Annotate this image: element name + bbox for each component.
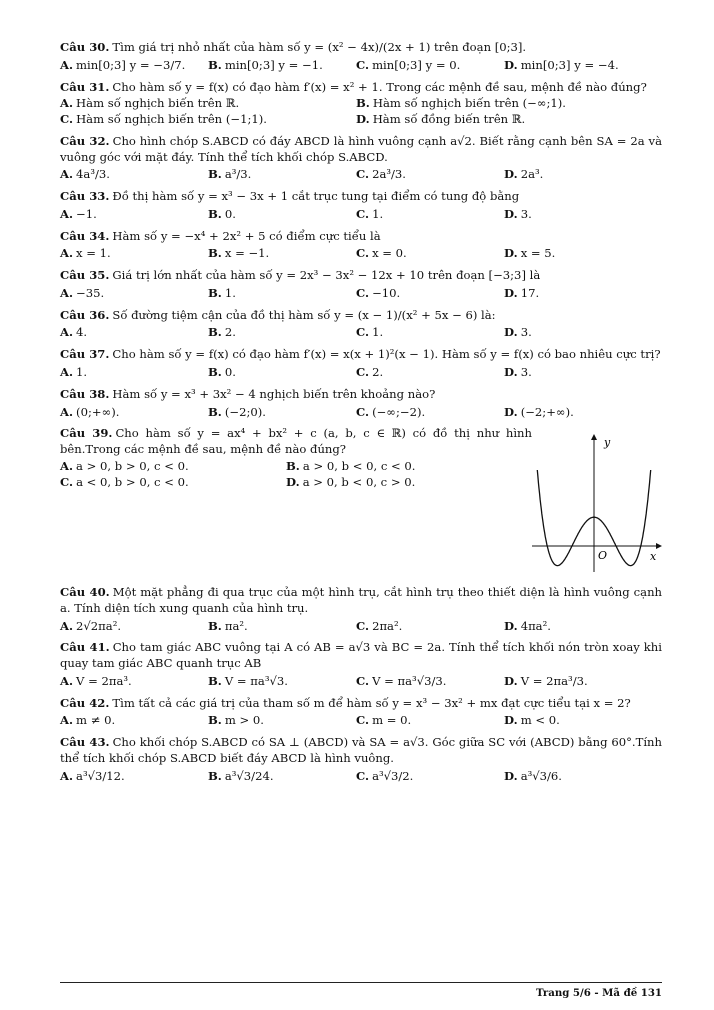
option-label: D.: [504, 285, 518, 300]
question: [60, 40, 662, 74]
option-text: 4πa².: [520, 618, 551, 633]
answer-option: [60, 459, 286, 475]
option-label: C.: [60, 474, 74, 489]
answer-option: [356, 769, 504, 785]
answer-options: [60, 459, 532, 491]
option-label: B.: [208, 167, 222, 182]
option-text: 2.: [372, 365, 384, 380]
answer-option: [208, 325, 356, 341]
answer-option: [60, 713, 208, 729]
question-text: Hàm số y = x³ + 3x² − 4 nghịch biến trên khoảng nào?: [112, 386, 436, 401]
option-label: A.: [60, 673, 74, 688]
option-text: V = 2πa³/3.: [520, 673, 588, 688]
answer-option: [356, 619, 504, 635]
function-graph: [532, 434, 662, 574]
option-text: x = 1.: [76, 246, 111, 261]
option-label: D.: [504, 167, 518, 182]
question-stem: [60, 40, 662, 56]
option-label: B.: [356, 96, 370, 111]
y-axis-arrow: [591, 434, 597, 440]
answer-option: [356, 713, 504, 729]
answer-option: [356, 286, 504, 302]
answer-option: [60, 619, 208, 635]
graph-container: [532, 434, 662, 579]
option-text: 1.: [76, 365, 88, 380]
question-stem: [60, 134, 662, 166]
option-text: 2πa².: [372, 618, 403, 633]
page-footer: Trang 5/6 - Mã đề 131: [60, 982, 662, 1001]
option-label: D.: [356, 112, 370, 127]
option-text: x = 5.: [520, 246, 556, 261]
question-list: [60, 40, 662, 785]
answer-option: [504, 246, 652, 262]
option-text: 0.: [224, 206, 236, 221]
option-label: A.: [60, 365, 74, 380]
answer-option: [286, 459, 512, 475]
question-stem: [60, 585, 662, 617]
option-text: Hàm số nghịch biến trên (−∞;1).: [372, 96, 566, 111]
question: [60, 640, 662, 689]
question-text: Một mặt phẳng đi qua trục của một hình trụ, cắt hình trụ theo thiết diện là hình vuông cạnh a. Tính diện tích xung quanh của hình trụ.: [60, 585, 662, 615]
answer-option: [504, 325, 652, 341]
question-text: Cho hình chóp S.ABCD có đáy ABCD là hình vuông cạnh a√2. Biết rằng cạnh bên SA = 2a và vuông góc với mặt đáy. Tính thể tích khối chóp S.ABCD.: [60, 133, 662, 164]
option-label: C.: [356, 325, 370, 340]
answer-option: [208, 286, 356, 302]
question-stem: [60, 189, 662, 205]
answer-option: [208, 365, 356, 381]
option-text: 1.: [224, 285, 236, 300]
answer-option: [60, 475, 286, 491]
answer-option: [356, 112, 652, 128]
option-label: B.: [208, 713, 222, 728]
option-label: D.: [504, 206, 518, 221]
question-number: Câu 38.: [60, 386, 110, 401]
answer-option: [504, 713, 652, 729]
x-axis-label: x: [650, 550, 657, 564]
question: [60, 585, 662, 634]
question: [60, 268, 662, 302]
option-label: B.: [208, 206, 222, 221]
answer-option: [356, 58, 504, 74]
option-label: B.: [286, 458, 300, 473]
answer-options: [60, 619, 662, 635]
option-label: B.: [208, 673, 222, 688]
option-text: 2.: [224, 325, 236, 340]
answer-option: [504, 365, 652, 381]
option-label: B.: [208, 285, 222, 300]
option-label: C.: [356, 365, 370, 380]
option-label: C.: [356, 57, 370, 72]
answer-option: [356, 325, 504, 341]
question-text: Đồ thị hàm số y = x³ − 3x + 1 cắt trục tung tại điểm có tung độ bằng: [112, 189, 520, 204]
option-text: −1.: [76, 206, 97, 221]
answer-option: [504, 286, 652, 302]
answer-options: [60, 246, 662, 262]
option-text: 3.: [520, 325, 532, 340]
answer-option: [208, 167, 356, 183]
question: [60, 426, 662, 579]
answer-option: [504, 769, 652, 785]
option-text: πa².: [224, 618, 248, 633]
answer-option: [60, 405, 208, 421]
option-label: A.: [60, 167, 74, 182]
answer-option: [504, 207, 652, 223]
question-stem: [60, 268, 662, 284]
answer-option: [60, 167, 208, 183]
question-number: Câu 39.: [60, 426, 113, 441]
option-text: Hàm số đồng biến trên ℝ.: [372, 112, 526, 127]
question-text: Cho hàm số y = f(x) có đạo hàm f′(x) = x(x + 1)²(x − 1). Hàm số y = f(x) có bao nhiêu cực trị?: [112, 347, 661, 362]
answer-options: [60, 674, 662, 690]
question-text: Cho khối chóp S.ABCD có SA ⊥ (ABCD) và SA = a√3. Góc giữa SC với (ABCD) bằng 60°.Tính thể tích khối chóp S.ABCD biết đáy ABCD là hình vuông.: [60, 735, 662, 765]
question-text: Số đường tiệm cận của đồ thị hàm số y = (x − 1)/(x² + 5x − 6) là:: [112, 307, 496, 322]
answer-option: [208, 619, 356, 635]
option-text: m = 0.: [372, 713, 412, 728]
answer-option: [286, 475, 512, 491]
question-number: Câu 36.: [60, 307, 110, 322]
answer-options: [60, 769, 662, 785]
answer-option: [60, 365, 208, 381]
option-label: A.: [60, 57, 74, 72]
option-label: A.: [60, 206, 74, 221]
answer-option: [60, 246, 208, 262]
option-text: Hàm số nghịch biến trên ℝ.: [76, 96, 240, 111]
option-text: 3.: [520, 365, 532, 380]
option-text: a³√3/2.: [372, 768, 414, 783]
option-text: x = −1.: [224, 246, 270, 261]
option-label: D.: [286, 474, 300, 489]
option-text: a³√3/6.: [520, 768, 562, 783]
y-axis-label: y: [604, 436, 611, 450]
option-label: C.: [356, 768, 370, 783]
option-text: 4.: [76, 325, 88, 340]
question-number: Câu 33.: [60, 189, 110, 204]
question-number: Câu 42.: [60, 695, 110, 710]
option-label: A.: [60, 458, 74, 473]
option-text: a³/3.: [224, 167, 252, 182]
option-text: a > 0, b < 0, c < 0.: [302, 458, 416, 473]
question-text: Cho hàm số y = f(x) có đạo hàm f′(x) = x² + 1. Trong các mệnh đề sau, mệnh đề nào đúng?: [112, 79, 647, 94]
answer-option: [356, 96, 652, 112]
answer-options: [60, 58, 662, 74]
question: [60, 189, 662, 223]
option-label: D.: [504, 713, 518, 728]
option-label: A.: [60, 325, 74, 340]
question-number: Câu 34.: [60, 228, 110, 243]
question-stem: [60, 229, 662, 245]
option-text: V = πa³√3/3.: [372, 673, 447, 688]
answer-option: [208, 246, 356, 262]
option-label: B.: [208, 246, 222, 261]
option-text: −10.: [372, 285, 401, 300]
option-label: B.: [208, 404, 222, 419]
answer-option: [356, 405, 504, 421]
question-text: Hàm số y = −x⁴ + 2x² + 5 có điểm cực tiểu là: [112, 228, 381, 243]
option-label: A.: [60, 285, 74, 300]
question-with-graph: [60, 426, 662, 579]
question: [60, 387, 662, 421]
option-text: 17.: [520, 285, 540, 300]
answer-options: [60, 167, 662, 183]
question-number: Câu 37.: [60, 347, 110, 362]
option-label: A.: [60, 618, 74, 633]
x-axis-arrow: [656, 543, 662, 549]
answer-option: [356, 207, 504, 223]
option-label: B.: [208, 365, 222, 380]
question-stem: [60, 308, 662, 324]
question-stem: [60, 387, 662, 403]
option-text: x = 0.: [372, 246, 407, 261]
option-text: 2a³/3.: [372, 167, 406, 182]
option-text: m ≠ 0.: [76, 713, 116, 728]
question-stem: [60, 640, 662, 672]
question-text: Tìm tất cả các giá trị của tham số m để hàm số y = x³ − 3x² + mx đạt cực tiểu tại x = 2?: [112, 695, 631, 710]
answer-option: [60, 325, 208, 341]
question-number: Câu 41.: [60, 640, 110, 655]
answer-option: [504, 405, 652, 421]
question-stem: [60, 735, 662, 767]
answer-option: [356, 246, 504, 262]
option-label: C.: [356, 404, 370, 419]
question-number: Câu 30.: [60, 40, 110, 54]
option-text: a > 0, b < 0, c > 0.: [302, 474, 416, 489]
option-label: A.: [60, 713, 74, 728]
option-text: 2a³.: [520, 167, 544, 182]
option-text: V = πa³√3.: [224, 673, 288, 688]
answer-option: [208, 674, 356, 690]
option-text: (−2;0).: [224, 404, 266, 419]
option-label: D.: [504, 673, 518, 688]
option-text: 2√2πa².: [76, 618, 122, 633]
option-text: a > 0, b > 0, c < 0.: [76, 458, 189, 473]
question-body: [60, 426, 532, 579]
option-label: C.: [356, 673, 370, 688]
option-label: D.: [504, 618, 518, 633]
option-text: 0.: [224, 365, 236, 380]
answer-option: [60, 674, 208, 690]
option-label: D.: [504, 404, 518, 419]
answer-options: [60, 96, 662, 128]
option-label: A.: [60, 246, 74, 261]
answer-option: [208, 58, 356, 74]
answer-option: [60, 769, 208, 785]
origin-label: O: [598, 549, 608, 563]
question-stem: [60, 347, 662, 363]
option-text: Hàm số nghịch biến trên (−1;1).: [76, 112, 267, 127]
option-label: A.: [60, 96, 74, 111]
option-text: min[0;3] y = −4.: [520, 57, 619, 72]
question-number: Câu 31.: [60, 79, 110, 94]
question: [60, 696, 662, 730]
option-text: a³√3/12.: [76, 768, 125, 783]
option-text: m > 0.: [224, 713, 264, 728]
answer-option: [208, 207, 356, 223]
option-text: −35.: [76, 285, 105, 300]
question: [60, 735, 662, 784]
answer-option: [356, 674, 504, 690]
answer-option: [60, 286, 208, 302]
answer-options: [60, 325, 662, 341]
question-stem: [60, 80, 662, 96]
option-text: (−2;+∞).: [520, 404, 574, 419]
question-text: Cho tam giác ABC vuông tại A có AB = a√3 và BC = 2a. Tính thể tích khối nón tròn xoay khi quay tam giác ABC quanh trục AB: [60, 640, 662, 671]
option-text: min[0;3] y = 0.: [372, 57, 461, 72]
answer-option: [504, 619, 652, 635]
question-text: Cho hàm số y = ax⁴ + bx² + c (a, b, c ∈ ℝ) có đồ thị như hình bên.Trong các mệnh đề sau, mệnh đề nào đúng?: [60, 426, 532, 457]
option-label: B.: [208, 325, 222, 340]
answer-option: [60, 207, 208, 223]
option-text: (0;+∞).: [76, 404, 120, 419]
question: [60, 134, 662, 183]
option-label: B.: [208, 768, 222, 783]
answer-options: [60, 286, 662, 302]
option-label: C.: [60, 112, 74, 127]
question-stem: [60, 426, 532, 458]
question-number: Câu 35.: [60, 268, 110, 283]
answer-option: [208, 713, 356, 729]
answer-option: [504, 58, 652, 74]
option-text: V = 2πa³.: [76, 673, 132, 688]
question: [60, 347, 662, 381]
option-label: C.: [356, 167, 370, 182]
question: [60, 308, 662, 342]
option-label: C.: [356, 713, 370, 728]
option-label: B.: [208, 618, 222, 633]
question-text: Tìm giá trị nhỏ nhất của hàm số y = (x² − 4x)/(2x + 1) trên đoạn [0;3].: [112, 40, 527, 54]
answer-option: [356, 167, 504, 183]
option-label: D.: [504, 57, 518, 72]
option-text: min[0;3] y = −1.: [224, 57, 323, 72]
option-text: min[0;3] y = −3/7.: [76, 57, 186, 72]
option-label: C.: [356, 206, 370, 221]
answer-option: [208, 769, 356, 785]
option-text: 1.: [372, 325, 384, 340]
option-label: D.: [504, 365, 518, 380]
answer-option: [60, 112, 356, 128]
option-text: a < 0, b > 0, c < 0.: [76, 474, 189, 489]
option-text: a³√3/24.: [224, 768, 274, 783]
answer-options: [60, 405, 662, 421]
question-text: Giá trị lớn nhất của hàm số y = 2x³ − 3x² − 12x + 10 trên đoạn [−3;3] là: [112, 268, 541, 283]
option-label: D.: [504, 246, 518, 261]
option-text: 1.: [372, 206, 384, 221]
option-label: C.: [356, 618, 370, 633]
answer-options: [60, 365, 662, 381]
option-label: A.: [60, 404, 74, 419]
answer-option: [504, 674, 652, 690]
option-label: C.: [356, 246, 370, 261]
answer-option: [356, 365, 504, 381]
answer-options: [60, 713, 662, 729]
option-text: (−∞;−2).: [372, 404, 426, 419]
question-stem: [60, 696, 662, 712]
answer-option: [504, 167, 652, 183]
option-label: D.: [504, 325, 518, 340]
option-text: 4a³/3.: [76, 167, 110, 182]
answer-option: [60, 96, 356, 112]
question-number: Câu 40.: [60, 585, 110, 600]
option-label: A.: [60, 768, 74, 783]
option-label: C.: [356, 285, 370, 300]
answer-option: [208, 405, 356, 421]
question-number: Câu 32.: [60, 133, 110, 148]
option-text: m < 0.: [520, 713, 560, 728]
question-number: Câu 43.: [60, 735, 110, 750]
answer-options: [60, 207, 662, 223]
question: [60, 80, 662, 128]
option-label: D.: [504, 768, 518, 783]
option-label: B.: [208, 57, 222, 72]
option-text: 3.: [520, 206, 532, 221]
answer-option: [60, 58, 208, 74]
question: [60, 229, 662, 263]
